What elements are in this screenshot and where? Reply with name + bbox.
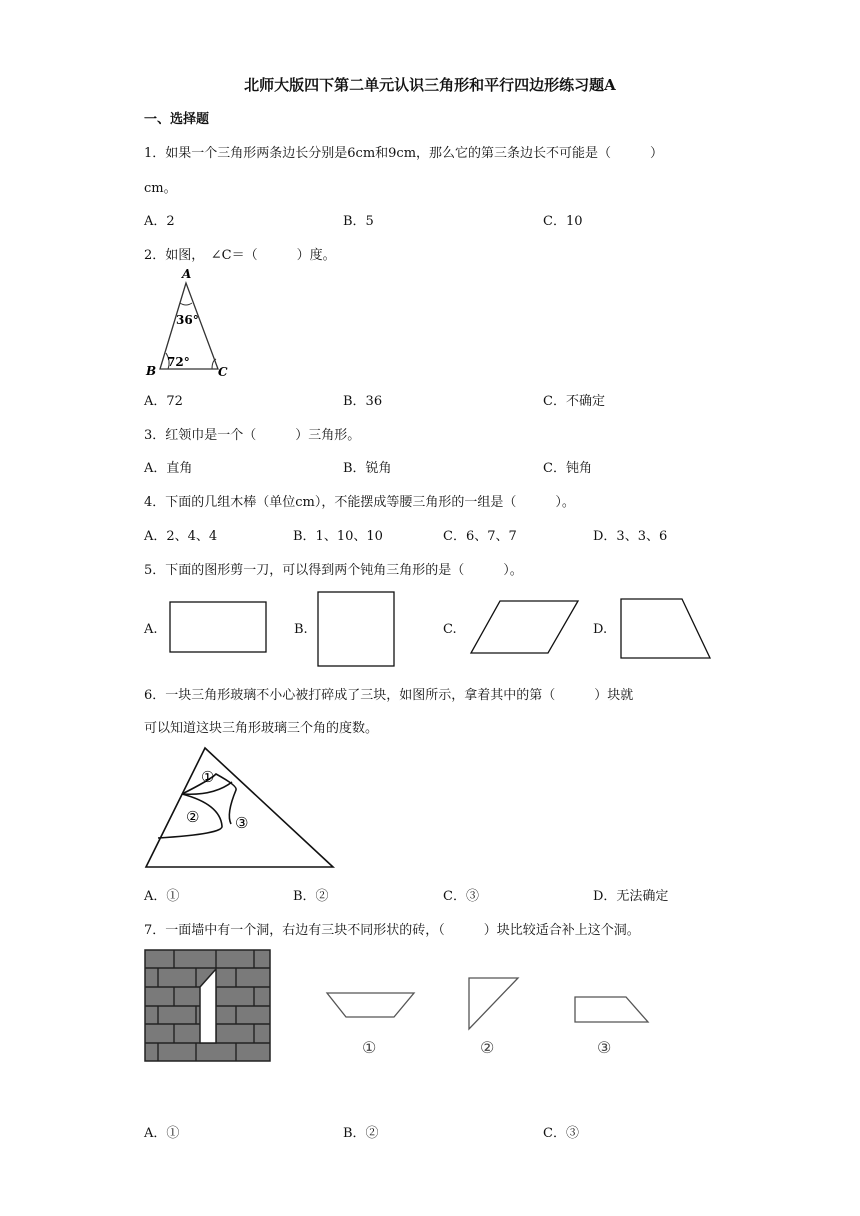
vertex-label-c: C [218,365,228,379]
q7-option-a: A．① [144,1126,180,1141]
q4-option-b: B．1、10、10 [293,529,383,544]
q2-option-c: C．不确定 [543,394,605,409]
question-6-text-cont: 可以知道这块三角形玻璃三个角的度数。 [144,721,379,736]
q1-option-a: A．2 [144,214,175,229]
question-6-text: 6．一块三角形玻璃不小心被打碎成了三块，如图所示，拿着其中的第（ ）块就 [144,688,634,703]
vertex-label-b: B [146,364,157,378]
q2-option-b: B．36 [343,394,383,409]
square-shape [316,590,396,668]
q6-option-d: D．无法确定 [593,889,669,904]
brick-wall-with-hole-figure [144,949,272,1063]
q6-option-a: A．① [144,889,180,904]
question-3-text: 3．红领巾是一个（ ）三角形。 [144,428,361,443]
q5-option-b: B. [294,622,308,637]
q4-option-c: C．6、7、7 [443,529,517,544]
q1-option-b: B．5 [343,214,374,229]
section-heading: 一、选择题 [144,112,210,127]
q2-option-a: A．72 [144,394,183,409]
angle-a-label: 36° [176,313,199,327]
angle-b-label: 72° [167,355,190,369]
question-5-text: 5．下面的图形剪一刀，可以得到两个钝角三角形的是（ ）。 [144,563,523,578]
q3-option-c: C．钝角 [543,461,592,476]
q5-option-c: C. [443,622,457,637]
question-2-text: 2．如图， ∠C＝（ ）度。 [144,248,336,263]
triangle-abc-figure [140,265,240,380]
trapezoid-shape [618,596,714,662]
brick-1-label: ① [362,1038,377,1057]
q5-option-a: A. [144,622,158,637]
brick-2-triangle [466,975,522,1033]
rectangle-shape [168,600,268,655]
brick-1-trapezoid [324,990,418,1022]
piece-2-label: ② [186,808,200,826]
question-1-text: 1．如果一个三角形两条边长分别是6cm和9cm，那么它的第三条边长不可能是（ ） [144,146,664,161]
q3-option-b: B．锐角 [343,461,392,476]
q7-option-c: C．③ [543,1126,579,1141]
piece-1-label: ① [201,768,215,786]
broken-glass-triangle-figure [140,742,340,872]
vertex-label-a: A [182,267,192,281]
page-title: 北师大版四下第二单元认识三角形和平行四边形练习题A [244,76,616,94]
q6-option-c: C．③ [443,889,479,904]
q5-option-d: D. [593,622,608,637]
question-1-text-cont: cm。 [144,181,177,196]
parallelogram-shape [468,598,582,658]
q7-option-b: B．② [343,1126,379,1141]
piece-3-label: ③ [235,814,249,832]
brick-2-label: ② [480,1038,495,1057]
q4-option-d: D．3、3、6 [593,529,668,544]
q4-option-a: A．2、4、4 [144,529,218,544]
q1-option-c: C．10 [543,214,583,229]
q6-option-b: B．② [293,889,329,904]
brick-3-quadrilateral [572,994,652,1026]
question-7-text: 7．一面墙中有一个洞，右边有三块不同形状的砖，（ ）块比较适合补上这个洞。 [144,923,640,938]
question-4-text: 4．下面的几组木棒（单位cm），不能摆成等腰三角形的一组是（ ）。 [144,495,575,510]
brick-3-label: ③ [597,1038,612,1057]
q3-option-a: A．直角 [144,461,193,476]
